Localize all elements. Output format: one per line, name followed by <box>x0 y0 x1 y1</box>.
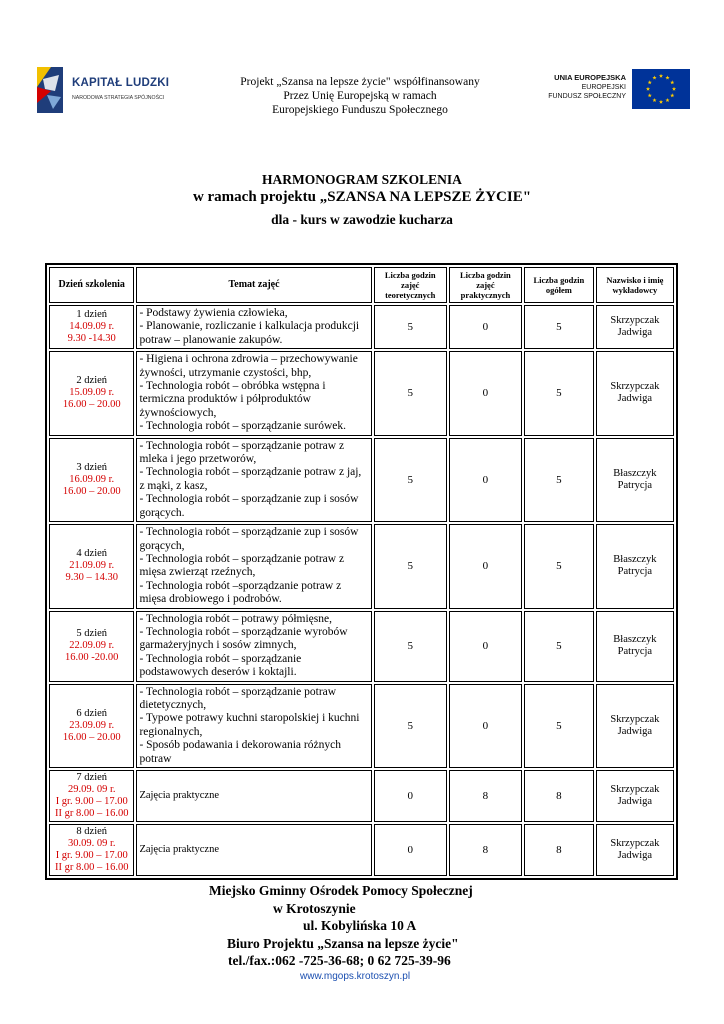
cell-practice-hours: 0 <box>449 611 522 682</box>
day-time-2: II gr 8.00 – 16.00 <box>54 808 129 819</box>
footer-org-name: Miejsko Gminny Ośrodek Pomocy Społecznej <box>209 883 473 898</box>
cell-day <box>49 438 134 522</box>
topic-item: Zajęcia praktyczne <box>139 790 220 802</box>
cell-total-hours: 5 <box>524 438 594 522</box>
document-project-line: w ramach projektu „SZANSA NA LEPSZE ŻYCIE" <box>192 189 532 205</box>
footer-phone: tel./fax.:062 -725-36-68; 0 62 725-39-96 <box>228 953 451 968</box>
cell-total-hours: 5 <box>524 305 594 349</box>
cell-total-hours: 5 <box>524 524 594 608</box>
day-time: 16.00 -20.00 <box>65 652 119 664</box>
cell-practice-hours: 8 <box>449 824 522 876</box>
topic-item: - Technologia robót – sporządzanie potraw z jaj, z mąki, z kasz, <box>139 466 362 492</box>
lecturer-surname: Błaszczyk <box>613 634 657 646</box>
project-cofinancing-note <box>200 75 520 117</box>
topic-item: - Technologia robót –sporządzanie potraw z mięsa drobiowego i podrobów. <box>139 579 342 606</box>
cell-lecturer <box>596 684 674 768</box>
cell-day <box>49 351 134 435</box>
cell-lecturer <box>596 770 674 822</box>
lecturer-first-name: Patrycja <box>617 566 653 578</box>
topic-item: - Technologia robót – sporządzanie potraw z mleka i jego przetworów, <box>139 439 345 466</box>
eu-logo <box>520 67 690 117</box>
topic-item: - Sposób podawania i dekorowania różnych potraw <box>139 739 341 765</box>
kapital-ludzki-mark-icon <box>33 65 65 115</box>
cell-topic <box>136 351 371 435</box>
cell-theory-hours: 5 <box>374 684 447 768</box>
cell-total-hours: 8 <box>524 824 594 876</box>
topic-item: - Higiena i ochrona zdrowia – przechowywanie żywności, utrzymanie czystości, bhp, <box>139 353 358 379</box>
table-row <box>49 824 674 876</box>
day-time: 16.00 – 20.00 <box>62 731 121 743</box>
eu-logo-text <box>548 73 626 101</box>
topic-item: - Technologia robót – sporządzanie zup i sosów gorących. <box>139 493 359 519</box>
day-label: 6 dzień <box>76 707 108 719</box>
topic-item: - Technologia robót – obróbka wstępna i termiczna produktów i półproduktów żywnościowych, <box>139 380 326 419</box>
topic-item: - Technologia robót – sporządzanie potraw dietetycznych, <box>139 685 337 711</box>
topic-item: - Technologia robót – potrawy półmięsne, <box>139 612 332 625</box>
cell-day <box>49 611 134 682</box>
cell-practice-hours: 0 <box>449 524 522 608</box>
day-time-2: II gr 8.00 – 16.00 <box>54 862 129 873</box>
day-time: I gr. 9.00 – 17.00 <box>55 796 128 807</box>
lecturer-surname: Skrzypczak <box>610 381 660 393</box>
day-label: 7 dzień <box>76 772 108 783</box>
day-date: 15.09.09 r. <box>69 387 115 399</box>
cell-topic <box>136 305 371 349</box>
cell-theory-hours: 5 <box>374 438 447 522</box>
topic-item: - Technologia robót – sporządzanie podstawowych deserów i koktajli. <box>139 652 302 679</box>
day-date: 16.09.09 r. <box>69 473 115 485</box>
day-time: 16.00 – 20.00 <box>62 485 121 497</box>
cell-topic <box>136 524 371 608</box>
header-practice-hours: Liczba godzin zajęć praktycznych <box>449 267 522 303</box>
lecturer-surname: Skrzypczak <box>610 315 660 327</box>
lecturer-first-name: Patrycja <box>617 479 653 491</box>
project-line-3: Europejskiego Funduszu Społecznego <box>272 104 448 116</box>
day-label: 8 dzień <box>76 826 108 837</box>
header-topic: Temat zajęć <box>136 267 371 303</box>
table-row <box>49 305 674 349</box>
cell-practice-hours: 0 <box>449 684 522 768</box>
day-date: 29.09. 09 r. <box>67 784 116 795</box>
eu-logo-line-3: FUNDUSZ SPOŁECZNY <box>548 93 626 100</box>
page-header <box>0 55 724 125</box>
cell-theory-hours: 5 <box>374 351 447 435</box>
topic-item: - Typowe potrawy kuchni staropolskiej i kuchni regionalnych, <box>139 712 360 738</box>
cell-lecturer <box>596 438 674 522</box>
cell-practice-hours: 0 <box>449 438 522 522</box>
day-time: 16.00 – 20.00 <box>62 399 121 411</box>
day-date: 30.09. 09 r. <box>67 838 116 849</box>
cell-day <box>49 524 134 608</box>
lecturer-surname: Błaszczyk <box>613 467 657 479</box>
table-row <box>49 770 674 822</box>
kapital-ludzki-subtitle: NARODOWA STRATEGIA SPÓJNOŚCI <box>72 95 165 101</box>
day-date: 22.09.09 r. <box>69 640 115 652</box>
day-time: 9.30 – 14.30 <box>65 572 118 584</box>
project-line-2: Przez Unię Europejską w ramach <box>283 90 437 102</box>
cell-day <box>49 684 134 768</box>
day-label: 5 dzień <box>76 628 108 640</box>
table-row <box>49 351 674 435</box>
day-label: 1 dzień <box>76 309 108 321</box>
lecturer-first-name: Jadwiga <box>617 393 653 405</box>
cell-lecturer <box>596 611 674 682</box>
cell-theory-hours: 5 <box>374 611 447 682</box>
table-row <box>49 684 674 768</box>
document-course-line: dla - kurs w zawodzie kucharza <box>271 212 453 227</box>
lecturer-first-name: Jadwiga <box>617 850 653 861</box>
day-date: 23.09.09 r. <box>69 719 115 731</box>
topic-item: - Planowanie, rozliczanie i kalkulacja produkcji potraw – planowanie zakupów. <box>139 320 360 346</box>
cell-total-hours: 8 <box>524 770 594 822</box>
cell-topic <box>136 824 371 876</box>
header-total-hours: Liczba godzin ogółem <box>524 267 594 303</box>
cell-day <box>49 770 134 822</box>
cell-topic <box>136 684 371 768</box>
document-title-block <box>0 172 724 228</box>
day-date: 21.09.09 r. <box>69 560 115 572</box>
topic-item: - Technologia robót – sporządzanie zup i sosów gorących, <box>139 526 359 552</box>
footer-address: ul. Kobylińska 10 A <box>303 918 417 933</box>
day-label: 2 dzień <box>76 375 108 387</box>
table-row <box>49 611 674 682</box>
cell-lecturer <box>596 824 674 876</box>
topic-item: - Technologia robót – sporządzanie surówek. <box>139 420 346 433</box>
training-schedule-table <box>45 263 678 880</box>
cell-total-hours: 5 <box>524 611 594 682</box>
header-theory-hours: Liczba godzin zajęć teoretycznych <box>374 267 447 303</box>
lecturer-surname: Skrzypczak <box>610 713 660 725</box>
cell-lecturer <box>596 524 674 608</box>
document-title: HARMONOGRAM SZKOLENIA <box>262 172 462 187</box>
eu-flag-icon <box>632 69 690 109</box>
cell-total-hours: 5 <box>524 684 594 768</box>
footer-website-link[interactable]: www.mgops.krotoszyn.pl <box>300 971 411 982</box>
lecturer-first-name: Jadwiga <box>617 725 653 737</box>
day-date: 14.09.09 r. <box>69 321 115 333</box>
lecturer-first-name: Jadwiga <box>617 796 653 807</box>
topic-item: - Technologia robót – sporządzanie wyrobów garmażeryjnych i sosów zimnych, <box>139 625 348 652</box>
lecturer-surname: Skrzypczak <box>610 838 660 849</box>
day-label: 3 dzień <box>76 461 108 473</box>
lecturer-surname: Skrzypczak <box>610 784 660 795</box>
topic-item: - Technologia robót – sporządzanie potraw z mięsa zwierząt rzeźnych, <box>139 552 345 579</box>
lecturer-surname: Błaszczyk <box>613 554 657 566</box>
cell-practice-hours: 0 <box>449 305 522 349</box>
table-row <box>49 524 674 608</box>
cell-lecturer <box>596 351 674 435</box>
eu-logo-line-2: EUROPEJSKI <box>581 84 626 91</box>
day-label: 4 dzień <box>76 548 108 560</box>
cell-total-hours: 5 <box>524 351 594 435</box>
table-header-row <box>49 267 674 303</box>
cell-day <box>49 305 134 349</box>
cell-theory-hours: 5 <box>374 524 447 608</box>
kapital-ludzki-title: KAPITAŁ LUDZKI <box>72 77 170 89</box>
cell-topic <box>136 438 371 522</box>
cell-practice-hours: 0 <box>449 351 522 435</box>
cell-topic <box>136 611 371 682</box>
cell-day <box>49 824 134 876</box>
cell-theory-hours: 5 <box>374 305 447 349</box>
footer-org-city: w Krotoszynie <box>273 900 356 916</box>
cell-theory-hours: 0 <box>374 770 447 822</box>
eu-logo-line-1: UNIA EUROPEJSKA <box>554 73 626 82</box>
cell-lecturer <box>596 305 674 349</box>
day-time: 9.30 -14.30 <box>67 333 116 345</box>
kapital-ludzki-logo <box>33 65 173 119</box>
header-day: Dzień szkolenia <box>49 267 134 303</box>
lecturer-first-name: Patrycja <box>617 646 653 658</box>
footer-project-office: Biuro Projektu „Szansa na lepsze życie" <box>227 935 459 951</box>
cell-theory-hours: 0 <box>374 824 447 876</box>
cell-practice-hours: 8 <box>449 770 522 822</box>
day-time: I gr. 9.00 – 17.00 <box>55 850 128 861</box>
lecturer-first-name: Jadwiga <box>617 327 653 339</box>
cell-topic <box>136 770 371 822</box>
table-row <box>49 438 674 522</box>
project-line-1: Projekt „Szansa na lepsze życie" współfinansowany <box>240 76 480 88</box>
header-lecturer: Nazwisko i imię wykładowcy <box>596 267 674 303</box>
topic-item: Zajęcia praktyczne <box>139 844 220 856</box>
topic-item: - Podstawy żywienia człowieka, <box>139 307 288 319</box>
